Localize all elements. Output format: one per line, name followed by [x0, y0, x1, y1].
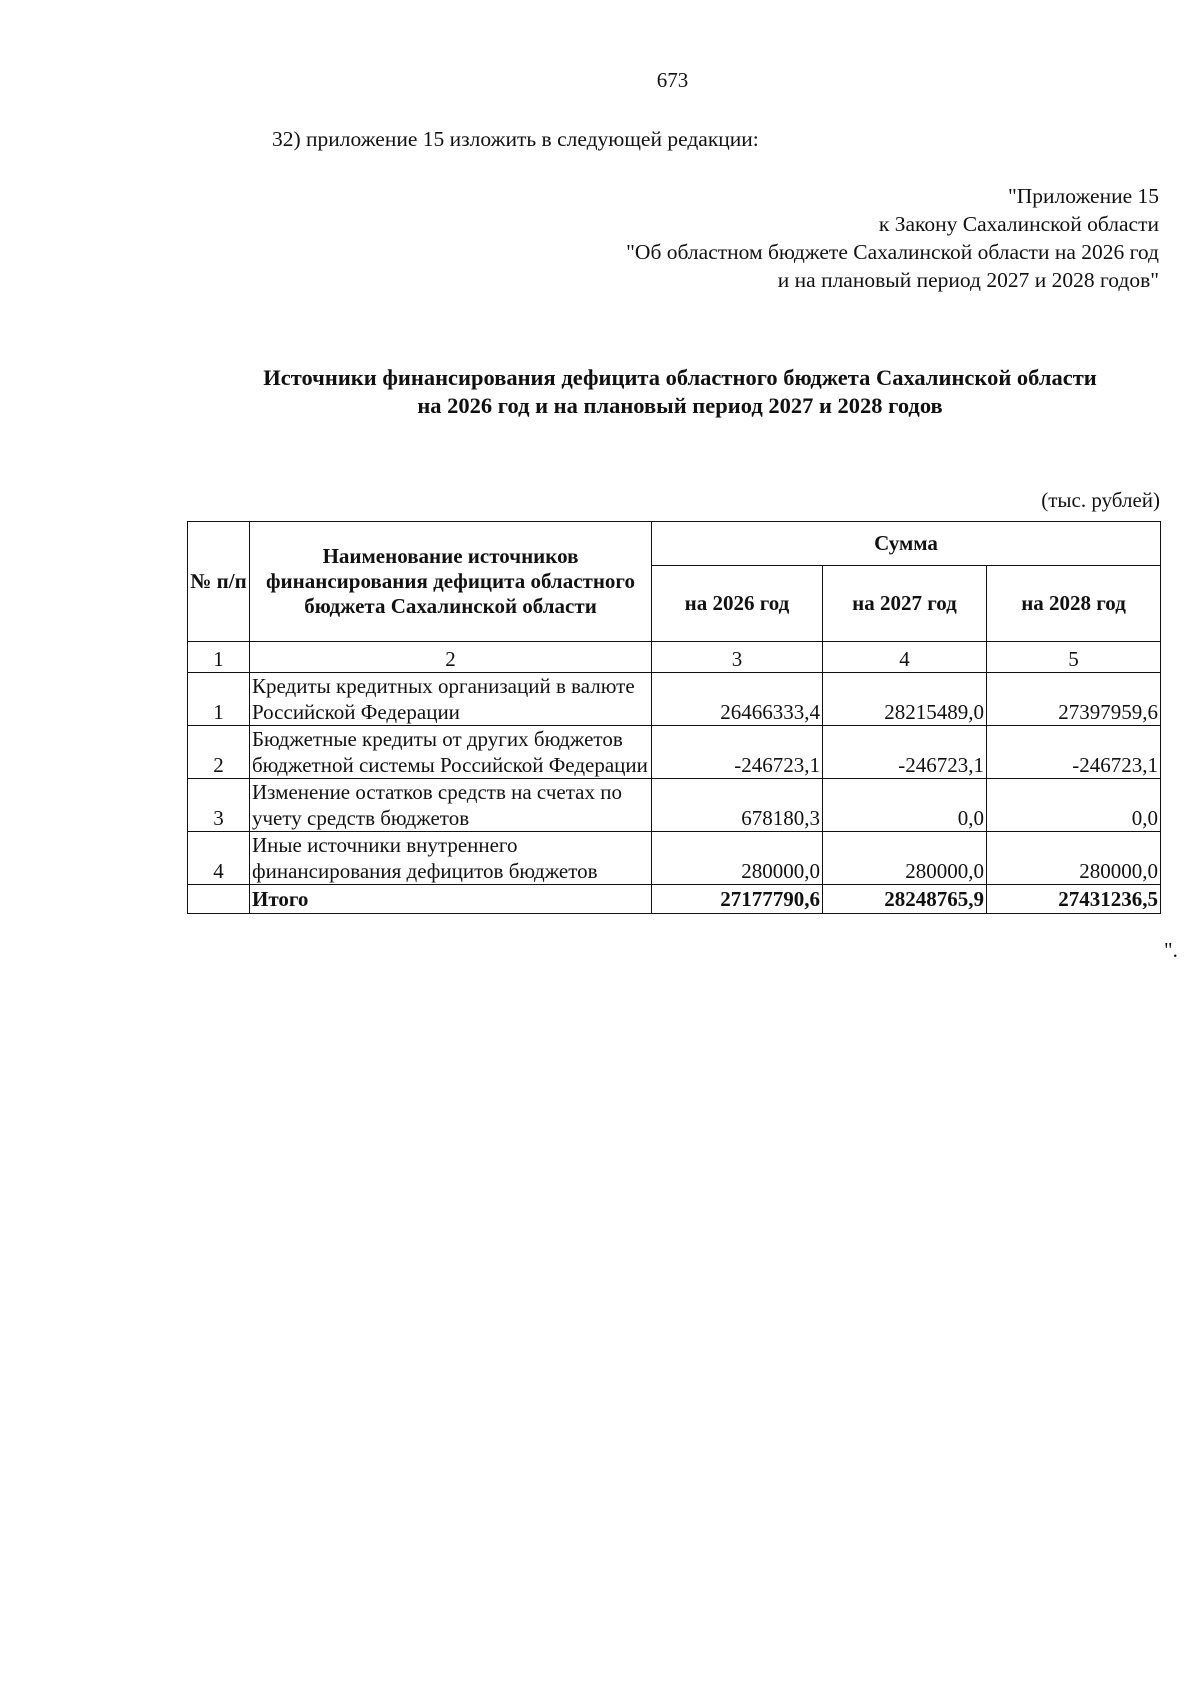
page-number: 673 [656, 68, 689, 92]
appendix-header [626, 182, 1159, 294]
row-value-2028: -246723,1 [987, 726, 1161, 779]
row-value-2028: 27397959,6 [987, 673, 1161, 726]
appendix-line-3: "Об областном бюджете Сахалинской области на 2026 год [626, 240, 1159, 264]
table-row [188, 673, 1161, 726]
row-number: 3 [188, 779, 250, 832]
row-value-2027: 28215489,0 [823, 673, 987, 726]
total-value-2028: 27431236,5 [987, 885, 1161, 914]
appendix-line-2: к Закону Сахалинской области [878, 212, 1159, 236]
header-row-top [188, 522, 1161, 566]
column-number: 3 [652, 642, 823, 673]
row-name: Изменение остатков средств на счетах по учету средств бюджетов [250, 779, 652, 832]
row-value-2026: 280000,0 [652, 832, 823, 885]
document-title [180, 364, 1180, 420]
row-name: Бюджетные кредиты от других бюджетов бюджетной системы Российской Федерации [250, 726, 652, 779]
row-name: Кредиты кредитных организаций в валюте Российской Федерации [250, 673, 652, 726]
row-name: Иные источники внутреннего финансирования дефицитов бюджетов [250, 832, 652, 885]
table-row [188, 726, 1161, 779]
row-number: 4 [188, 832, 250, 885]
row-value-2026: 26466333,4 [652, 673, 823, 726]
financing-sources-table [187, 521, 1161, 914]
row-value-2026: 678180,3 [652, 779, 823, 832]
row-value-2028: 280000,0 [987, 832, 1161, 885]
row-value-2027: -246723,1 [823, 726, 987, 779]
units-label: (тыс. рублей) [1041, 488, 1160, 512]
appendix-line-1: "Приложение 15 [1007, 184, 1159, 208]
column-number: 5 [987, 642, 1161, 673]
header-sum: Сумма [652, 522, 1161, 566]
table-row [188, 832, 1161, 885]
row-value-2028: 0,0 [987, 779, 1161, 832]
header-number: № п/п [188, 522, 250, 642]
column-number: 2 [250, 642, 652, 673]
total-number-cell [188, 885, 250, 914]
appendix-line-4: и на плановый период 2027 и 2028 годов" [777, 268, 1159, 292]
intro-line: 32) приложение 15 изложить в следующей редакции: [272, 127, 759, 151]
header-name: Наименование источников финансирования дефицита областного бюджета Сахалинской области [250, 522, 652, 642]
column-number: 1 [188, 642, 250, 673]
row-value-2027: 280000,0 [823, 832, 987, 885]
column-number: 4 [823, 642, 987, 673]
header-year-2028: на 2028 год [987, 566, 1161, 642]
row-value-2027: 0,0 [823, 779, 987, 832]
closing-quote: ". [1164, 938, 1178, 962]
header-year-2027: на 2027 год [823, 566, 987, 642]
total-row [188, 885, 1161, 914]
row-number: 1 [188, 673, 250, 726]
total-value-2027: 28248765,9 [823, 885, 987, 914]
table-row [188, 779, 1161, 832]
row-number: 2 [188, 726, 250, 779]
header-year-2026: на 2026 год [652, 566, 823, 642]
total-value-2026: 27177790,6 [652, 885, 823, 914]
title-line-1: Источники финансирования дефицита областного бюджета Сахалинской области [263, 365, 1097, 390]
title-line-2: на 2026 год и на плановый период 2027 и 2028 годов [417, 393, 943, 418]
column-number-row [188, 642, 1161, 673]
row-value-2026: -246723,1 [652, 726, 823, 779]
total-label: Итого [250, 885, 652, 914]
